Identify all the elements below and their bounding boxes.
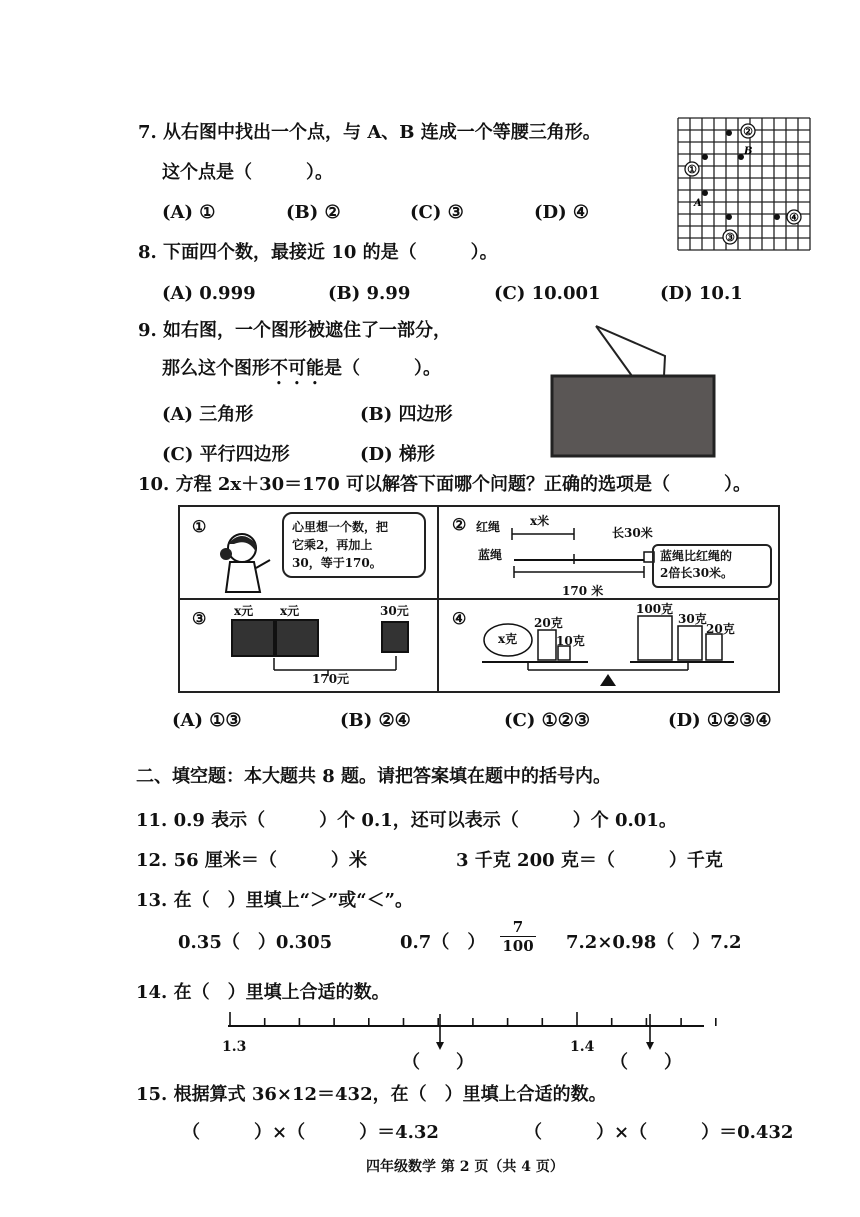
girl-figure (214, 526, 274, 596)
panel3-x1: x元 (234, 604, 254, 618)
q7-option-c[interactable]: (C) ③ (410, 202, 464, 223)
panel4-20g-right: 20克 (706, 622, 735, 636)
q13-stem: 13. 在（ ）里填上“＞”或“＜”。 (136, 890, 413, 911)
bubble-line-3: 30，等于170。 (292, 556, 382, 570)
q9-option-b[interactable]: (B) 四边形 (360, 404, 453, 425)
grid-label-a: A (694, 198, 702, 209)
panel3-total: 170元 (312, 672, 350, 686)
numline-blank-1[interactable]: （ ） (402, 1052, 474, 1073)
fraction-denominator: 100 (502, 937, 534, 955)
q14-stem: 14. 在（ ）里填上合适的数。 (136, 982, 390, 1003)
fraction-numerator: 7 (500, 918, 536, 937)
panel2-x-meters: x米 (530, 514, 550, 528)
numline-label-1.4: 1.4 (570, 1039, 595, 1055)
q10-stem: 10. 方程 2x＋30＝170 可以解答下面哪个问题？正确的选项是（ ）。 (138, 474, 751, 495)
grid-label-4: ④ (789, 211, 799, 224)
balance-scale-figure (478, 600, 768, 690)
q7-option-a[interactable]: (A) ① (162, 202, 216, 223)
q15-b: （ ）×（ ）＝0.432 (524, 1122, 794, 1143)
panel4-10g: 10克 (556, 634, 585, 648)
q7-option-d[interactable]: (D) ④ (534, 202, 590, 223)
q15-stem: 15. 根据算式 36×12＝432，在（ ）里填上合适的数。 (136, 1084, 607, 1105)
panel2-blue-label: 蓝绳 (478, 548, 503, 562)
q8-option-a[interactable]: (A) 0.999 (162, 283, 256, 304)
grid-label-b: B (744, 146, 753, 157)
panel4-number: ④ (452, 609, 467, 628)
numline-label-1.3: 1.3 (222, 1039, 247, 1055)
q9-option-c[interactable]: (C) 平行四边形 (162, 444, 290, 465)
q8-option-c[interactable]: (C) 10.001 (494, 283, 601, 304)
q10-option-a[interactable]: (A) ①③ (172, 710, 242, 731)
bubble-line-1: 心里想一个数，把 (292, 520, 389, 534)
panel4-20g-left: 20克 (534, 616, 563, 630)
q9-stem: 9. 如右图，一个图形被遮住了一部分， (138, 320, 452, 341)
panel4-30g: 30克 (678, 612, 707, 626)
panel4-xg: x克 (498, 632, 518, 646)
panel2-note-box (652, 544, 772, 588)
q9-covered-shape-figure (548, 320, 728, 460)
q10-option-c[interactable]: (C) ①②③ (504, 710, 591, 731)
panel1-speech-bubble (282, 512, 426, 578)
number-line (224, 1010, 714, 1050)
panel3-items-figure (228, 614, 418, 684)
q13-b: 0.7（ ） (400, 932, 486, 953)
note-line-2: 2倍长30米。 (660, 566, 734, 580)
q7-option-b[interactable]: (B) ② (286, 202, 341, 223)
q10-option-b[interactable]: (B) ②④ (340, 710, 411, 731)
section2-heading: 二、填空题：本大题共 8 题。请把答案填在题中的括号内。 (136, 766, 612, 787)
q12-b: 3 千克 200 克＝（ ）千克 (456, 850, 723, 871)
panel2-number: ② (452, 515, 467, 534)
grid-label-3: ③ (725, 231, 735, 244)
q15-a: （ ）×（ ）＝4.32 (182, 1122, 439, 1143)
grid-label-2: ② (743, 125, 753, 138)
q10-option-d[interactable]: (D) ①②③④ (668, 710, 772, 731)
panel3-x2: x元 (280, 604, 300, 618)
q8-option-d[interactable]: (D) 10.1 (660, 283, 743, 304)
q11: 11. 0.9 表示（ ）个 0.1，还可以表示（ ）个 0.01。 (136, 810, 677, 831)
q13-a: 0.35（ ）0.305 (178, 932, 333, 953)
q9-emphasis: 不可能 (270, 358, 324, 379)
q9-line2 (162, 358, 441, 389)
panel2-red-label: 红绳 (476, 520, 501, 534)
note-line-1: 蓝绳比红绳的 (660, 549, 733, 563)
panel1-number: ① (192, 517, 207, 536)
page-footer: 四年级数学 第 2 页（共 4 页） (366, 1159, 564, 1175)
panel2-total: 170 米 (562, 584, 604, 598)
q7-line2: 这个点是（ ）。 (162, 162, 333, 183)
q9-line2-pre: 那么这个图形 (162, 358, 270, 379)
q8-stem: 8. 下面四个数，最接近 10 的是（ ）。 (138, 242, 498, 263)
q12-a: 12. 56 厘米＝（ ）米 (136, 850, 367, 871)
q9-option-d[interactable]: (D) 梯形 (360, 444, 435, 465)
q13-fraction (500, 918, 536, 955)
q8-option-b[interactable]: (B) 9.99 (328, 283, 411, 304)
panel4-100g: 100克 (636, 602, 674, 616)
q7-grid-figure (676, 116, 810, 250)
q9-line2-post: 是（ ）。 (324, 358, 441, 379)
q7-stem: 7. 从右图中找出一个点，与 A、B 连成一个等腰三角形。 (138, 122, 601, 143)
q13-c: 7.2×0.98（ ）7.2 (566, 932, 742, 953)
bubble-line-2: 它乘2，再加上 (292, 538, 373, 552)
panel3-30: 30元 (380, 604, 409, 618)
numline-blank-2[interactable]: （ ） (610, 1052, 682, 1073)
panel2-length-30: 长30米 (612, 526, 653, 540)
grid-label-1: ① (687, 163, 697, 176)
q9-option-a[interactable]: (A) 三角形 (162, 404, 254, 425)
panel3-number: ③ (192, 609, 207, 628)
